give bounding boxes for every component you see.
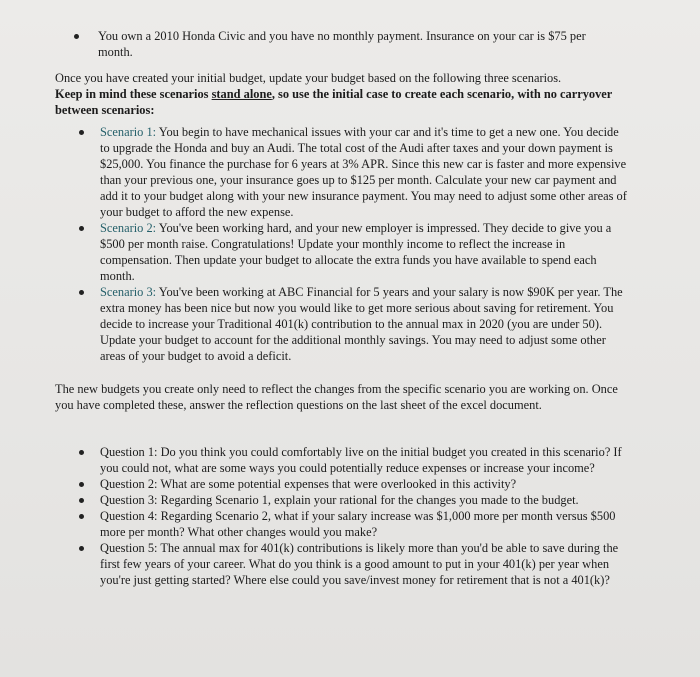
instructions-paragraph (55, 70, 615, 118)
question-item (79, 540, 639, 588)
reflection-paragraph: The new budgets you create only need to reflect the changes from the specific scenario you are working on. Once you have completed these, answer the reflection questions on the last sheet of the excel document. (55, 382, 618, 412)
intro-bullet (74, 28, 614, 60)
bullet-icon (79, 482, 84, 487)
scenario-text: You begin to have mechanical issues with your car and it's time to get a new one. You decide to upgrade the Honda and buy an Audi. The total cost of the Audi after taxes and your down payment is $25,000. You finance the purchase for 6 years at 3% APR. Since this new car is faster and more expensive than your previous one, your insurance goes up to $125 per month. Calculate your new car payment and add it to your budget along with your new insurance payment. You may need to adjust some other areas of your budget to afford the new expense. (100, 125, 627, 219)
bullet-icon (79, 546, 84, 551)
bullet-icon (74, 34, 79, 39)
bullet-icon (79, 498, 84, 503)
question-text: Question 5: The annual max for 401(k) contributions is likely more than you'd be able to save during the first few years of your career. What do you think is a good amount to put in your 401(k) per year when you're just getting started? Where else could you save/invest money for retirement that is not a 401(k)? (100, 541, 619, 587)
scenario-list (79, 124, 631, 364)
bullet-icon (79, 290, 84, 295)
instructions-line: Once you have created your initial budget, update your budget based on the following three scenarios. (55, 71, 562, 85)
intro-bullet-text: You own a 2010 Honda Civic and you have no monthly payment. Insurance on your car is $75 per month. (98, 29, 586, 59)
scenario-item (79, 220, 631, 284)
instructions-bold (55, 86, 615, 118)
question-item (79, 508, 639, 540)
bullet-icon (79, 514, 84, 519)
stand-alone-underlined: stand alone (211, 87, 272, 101)
scenario-label: Scenario 1: (100, 125, 157, 139)
scenario-item (79, 284, 631, 364)
bullet-icon (79, 130, 84, 135)
question-item (79, 444, 639, 476)
scenario-item (79, 124, 631, 220)
question-text: Question 3: Regarding Scenario 1, explain your rational for the changes you made to the budget. (100, 493, 579, 507)
bullet-icon (79, 226, 84, 231)
instructions-bold-pre: Keep in mind these scenarios (55, 87, 212, 101)
question-item (79, 476, 639, 492)
question-item (79, 492, 639, 508)
bullet-icon (79, 450, 84, 455)
scenario-label: Scenario 3: (100, 285, 157, 299)
scenario-label: Scenario 2: (100, 221, 157, 235)
scenario-text: You've been working at ABC Financial for 5 years and your salary is now $90K per year. The extra money has been nice but now you would like to get more serious about saving for retirement. You decide to increase your Traditional 401(k) contribution to the annual max in 2020 (you are under 50). Update your budget to account for the additional monthly savings. You may need to adjust some other areas of your budget to avoid a deficit. (100, 285, 623, 363)
question-text: Question 4: Regarding Scenario 2, what if your salary increase was $1,000 more per month versus $500 more per month? What other changes would you make? (100, 509, 616, 539)
instructions-bold-post: , so use the initial case to create each scenario, with no carryover between scenarios: (55, 87, 613, 117)
question-text: Question 2: What are some potential expenses that were overlooked in this activity? (100, 477, 517, 491)
question-list (79, 444, 639, 588)
question-text: Question 1: Do you think you could comfortably live on the initial budget you created in this scenario? If you could not, what are some ways you could potentially reduce expenses or increase your income? (100, 445, 622, 475)
scenario-text: You've been working hard, and your new employer is impressed. They decide to give you a $500 per month raise. Congratulations! Update your monthly income to reflect the increase in compensation. Then update your budget to allocate the extra funds you have available to spend each month. (100, 221, 612, 283)
